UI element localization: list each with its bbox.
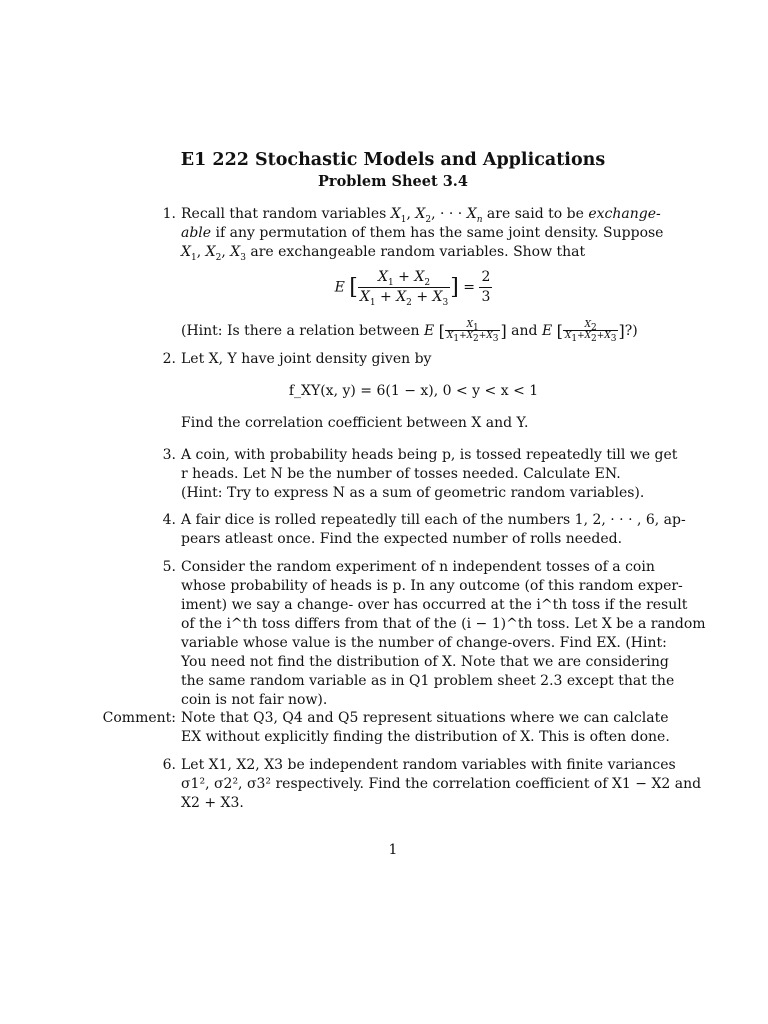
page-title: E1 222 Stochastic Models and Applications — [180, 150, 606, 170]
comment-label: Comment: — [102, 710, 176, 726]
problem-4-text: A fair dice is rolled repeatedly till each of the numbers 1, 2, · · · , 6, ap- pears atleast once. Find the expected number of rolls needed. — [181, 512, 686, 547]
problem-2-intro: Let X, Y have joint density given by — [181, 351, 432, 367]
problem-3-number: 3. — [162, 447, 176, 463]
problem-6-number: 6. — [162, 757, 176, 773]
problem-4-number: 4. — [162, 512, 176, 528]
problem-1-equation: E [ $\frac{X_1 + X_2}{X_1 + X_2 + X_3}$ ] = $\frac{2}{3}$ — [334, 269, 491, 308]
problem-2-equation: f_XY(x, y) = 6(1 − x), 0 < y < x < 1 — [288, 383, 539, 399]
problem-5-text: Consider the random experiment of n independent tosses of a coin whose probability of heads is p. In any outcome (of this random exper- iment) we say a change- over has occurred at the i^th toss if the result of the i^th toss differs from that of the (i − 1)^th toss. Let X be a random variable whose value is the number of change-overs. Find EX. (Hint: You need not find the distribution of X. Note that we are considering the same random variable as in Q1 problem sheet 2.3 except that the coin is not fair now). — [181, 559, 706, 708]
problem-2-number: 2. — [162, 351, 176, 367]
page-number: 1 — [388, 842, 398, 858]
problem-1-text: Recall that random variables $X_1$, $X_2$, · · · $X_n$ are said to be exchange- able if any permutation of them has the same joint density. Suppose $X_1$, $X_2$, $X_3$ are exchangeable random variables. Show that — [181, 206, 664, 263]
problem-6-text: Let X1, X2, X3 be independent random variables with finite variances σ1², σ2², σ3² respectively. Find the correlation coefficient of X1 − X2 and X2 + X3. — [181, 757, 702, 811]
problem-3-text: A coin, with probability heads being p, is tossed repeatedly till we get r heads. Let N be the number of tosses needed. Calculate EN. (Hint: Try to express N as a sum of geometric random variables). — [181, 447, 678, 501]
problem-1-hint: (Hint: Is there a relation between E [ $\frac{X_1}{X_1+X_2+X_3}$ ] and E [ $\frac{X_2}{X_1+X_2+X_3}$ ]?) — [181, 320, 638, 344]
comment-text: Note that Q3, Q4 and Q5 represent situations where we can calclate EX without explicitly finding the distribution of X. This is often done. — [181, 710, 670, 745]
problem-2-question: Find the correlation coefficient between X and Y. — [181, 415, 529, 431]
problem-5-number: 5. — [162, 559, 176, 575]
problem-1-number: 1. — [162, 206, 176, 222]
page-subtitle: Problem Sheet 3.4 — [318, 173, 468, 190]
